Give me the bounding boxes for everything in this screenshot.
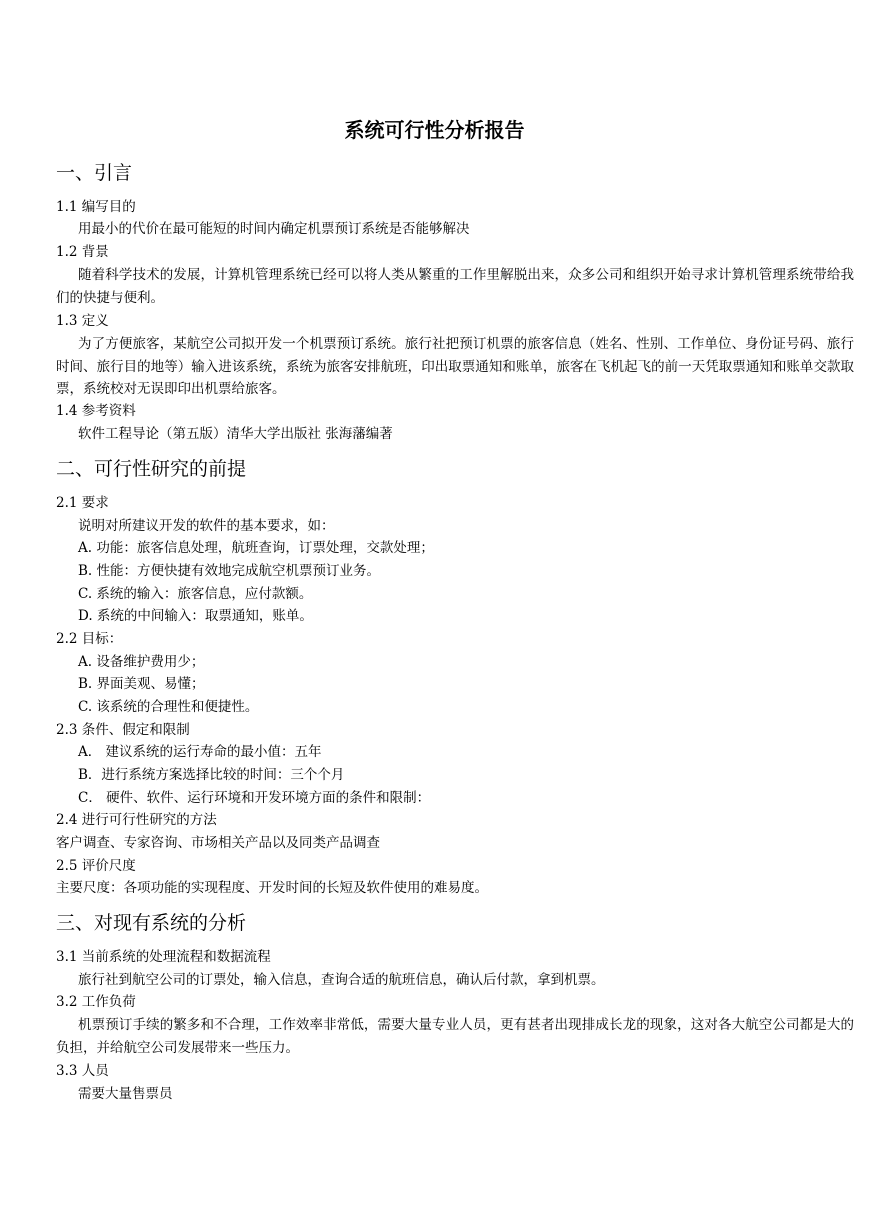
constraint-item: C． 硬件、软件、运行环境和开发环境方面的条件和限制： — [78, 790, 431, 806]
section-2-1-intro: 说明对所建议开发的软件的基本要求，如： — [78, 518, 335, 534]
requirement-item: C. 系统的输入：旅客信息，应付款额。 — [78, 586, 313, 602]
section-1-3-heading: 1.3 定义 — [56, 313, 109, 329]
section-1-2-text: 随着科学技术的发展，计算机管理系统已经可以将人类从繁重的工作里解脱出来，众多公司和组织开始寻求计算机管理系统带给我们的快捷与便利。 — [56, 267, 854, 306]
section-2-2-heading: 2.2 目标： — [56, 631, 123, 647]
document-title: 系统可行性分析报告 — [344, 118, 525, 142]
goal-item: C. 该系统的合理性和便捷性。 — [78, 699, 259, 715]
section-1-heading: 一、引言 — [56, 162, 133, 184]
constraint-item: A． 建议系统的运行寿命的最小值：五年 — [78, 744, 322, 760]
requirement-item: A. 功能：旅客信息处理，航班查询，订票处理，交款处理； — [78, 540, 434, 556]
section-2-5-text: 主要尺度：各项功能的实现程度、开发时间的长短及软件使用的难易度。 — [56, 880, 488, 896]
section-2-1-heading: 2.1 要求 — [56, 495, 109, 511]
goal-item: B. 界面美观、易懂； — [78, 676, 205, 692]
section-3-1-heading: 3.1 当前系统的处理流程和数据流程 — [56, 949, 271, 965]
section-3-2-heading: 3.2 工作负荷 — [56, 994, 136, 1010]
section-2-heading: 二、可行性研究的前提 — [56, 458, 247, 480]
section-2-5-heading: 2.5 评价尺度 — [56, 858, 136, 874]
section-1-2-heading: 1.2 背景 — [56, 244, 109, 260]
section-2-4-heading: 2.4 进行可行性研究的方法 — [56, 812, 217, 828]
section-3-3-heading: 3.3 人员 — [56, 1063, 109, 1079]
section-2-4-text: 客户调查、专家咨询、市场相关产品以及同类产品调查 — [56, 835, 380, 851]
requirement-item: B. 性能：方便快捷有效地完成航空机票预订业务。 — [78, 563, 381, 579]
section-3-1-text: 旅行社到航空公司的订票处，输入信息，查询合适的航班信息，确认后付款，拿到机票。 — [78, 972, 605, 988]
section-1-4-heading: 1.4 参考资料 — [56, 403, 136, 419]
section-1-1-text: 用最小的代价在最可能短的时间内确定机票预订系统是否能够解决 — [78, 221, 470, 237]
section-3-3-text: 需要大量售票员 — [78, 1086, 173, 1102]
constraint-item: B．进行系统方案选择比较的时间：三个个月 — [78, 767, 345, 783]
section-1-3-text: 为了方便旅客，某航空公司拟开发一个机票预订系统。旅行社把预订机票的旅客信息（姓名、性别、工作单位、身份证号码、旅行时间、旅行目的地等）输入进该系统，系统为旅客安排航班，印出取票通知和账单，旅客在飞机起飞的前一天凭取票通知和账单交款取票，系统校对无误即印出机票给旅客。 — [56, 336, 854, 397]
section-2-3-heading: 2.3 条件、假定和限制 — [56, 722, 190, 738]
section-1-1-heading: 1.1 编写目的 — [56, 199, 136, 215]
goal-item: A. 设备维护费用少； — [78, 654, 205, 670]
section-3-2-text: 机票预订手续的繁多和不合理，工作效率非常低，需要大量专业人员，更有甚者出现排成长龙的现象，这对各大航空公司都是大的负担，并给航空公司发展带来一些压力。 — [56, 1017, 854, 1056]
section-1-4-text: 软件工程导论（第五版）清华大学出版社 张海藩编著 — [78, 426, 393, 442]
section-3-heading: 三、对现有系统的分析 — [56, 912, 247, 934]
requirement-item: D. 系统的中间输入：取票通知，账单。 — [78, 608, 313, 624]
